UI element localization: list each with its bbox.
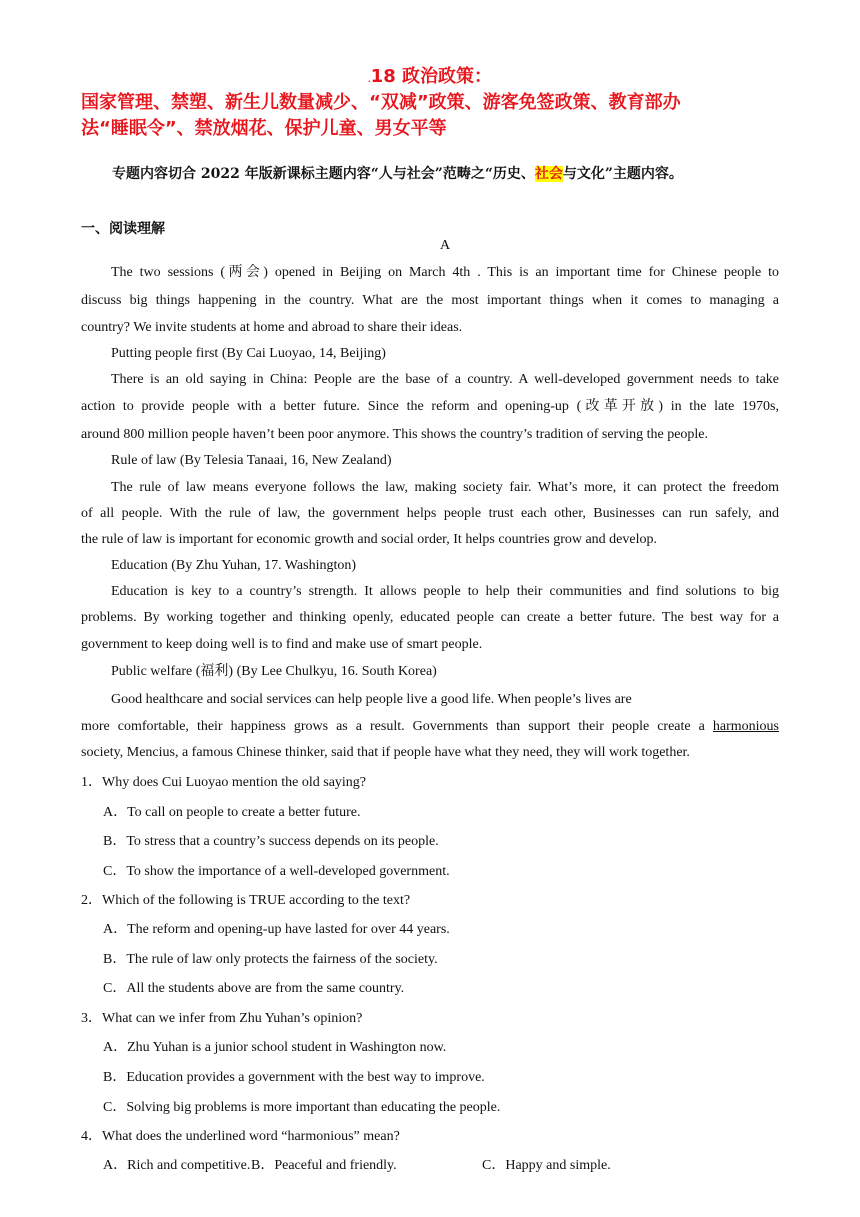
section-title: 一、阅读理解 <box>81 221 165 237</box>
passage-heading: Putting people first (By Cai Luoyao, 14, Beijing) <box>111 346 386 361</box>
passage-line <box>81 718 779 736</box>
answer-option[interactable]: A．The reform and opening-up have lasted for over 44 years. <box>103 922 450 937</box>
passage-heading: Education (By Zhu Yuhan, 17. Washington) <box>111 558 357 573</box>
title-prefix: . <box>368 76 371 84</box>
question-stem: 1．Why does Cui Luoyao mention the old saying? <box>81 775 367 790</box>
passage-line: society, Mencius, a famous Chinese thinker, said that if people have what they need, they will work together. <box>81 745 690 760</box>
answer-option[interactable]: B．Education provides a government with the best way to improve. <box>103 1070 485 1085</box>
answer-option[interactable]: A．Rich and competitive. <box>103 1158 251 1173</box>
passage-line: government to keep doing well is to find and make use of smart people. <box>81 637 483 652</box>
answer-option[interactable]: B．Peaceful and friendly. <box>251 1158 397 1173</box>
question-stem: 4．What does the underlined word “harmonious” mean? <box>81 1129 400 1144</box>
passage-line: problems. By working together and thinking openly, educated people can create a better future. The best way for a <box>81 610 779 625</box>
answer-option[interactable]: C．Solving big problems is more important than educating the people. <box>103 1100 501 1115</box>
underlined-word: harmonious <box>712 719 779 734</box>
passage-line: The rule of law means everyone follows the law, making society fair. What’s more, it can protect the freedom <box>111 480 779 495</box>
intro-highlight: 社会 <box>534 166 563 182</box>
question-stem: 3．What can we infer from Zhu Yuhan’s opinion? <box>81 1011 363 1026</box>
passage-letter: A <box>439 238 451 253</box>
passage-line: country? We invite students at home and abroad to share their ideas. <box>81 320 463 335</box>
intro-text-after: 与文化”主题内容。 <box>562 166 683 182</box>
passage-line: the rule of law is important for economic growth and social order, It helps countries grow and develop. <box>81 532 657 547</box>
answer-option[interactable]: A．To call on people to create a better future. <box>103 805 361 820</box>
answer-option[interactable]: B．To stress that a country’s success depends on its people. <box>103 834 439 849</box>
answer-option[interactable]: C．Happy and simple. <box>482 1158 611 1173</box>
answer-option[interactable]: A．Zhu Yuhan is a junior school student in Washington now. <box>103 1040 447 1055</box>
passage-heading: Rule of law (By Telesia Tanaai, 16, New Zealand) <box>111 453 392 468</box>
passage-line: Good healthcare and social services can help people live a good life. When people’s lives are <box>111 692 632 707</box>
answer-option[interactable]: B．The rule of law only protects the fairness of the society. <box>103 952 438 967</box>
passage-line: action to provide people with a better future. Since the reform and opening-up (改革开放) in the late 1970s, <box>81 399 779 414</box>
passage-line: around 800 million people haven’t been poor anymore. This shows the country’s tradition of serving the people. <box>81 427 709 442</box>
answer-option[interactable]: C．All the students above are from the same country. <box>103 981 405 996</box>
passage-line: There is an old saying in China: People are the base of a country. A well-developed government needs to take <box>111 372 779 387</box>
passage-heading: Public welfare (福利) (By Lee Chulkyu, 16. South Korea) <box>111 664 437 679</box>
title-topics-line-2: 法“睡眠令”、禁放烟花、保护儿童、男女平等 <box>81 118 447 139</box>
topic-intro <box>112 163 683 183</box>
passage-line: Education is key to a country’s strength. It allows people to help their communities and find solutions to big <box>111 584 779 599</box>
title-main: 18 政治政策： <box>370 66 492 87</box>
answer-option[interactable]: C．To show the importance of a well-developed government. <box>103 864 450 879</box>
passage-line-text: more comfortable, their happiness grows as a result. Governments than support their people create a <box>81 719 705 734</box>
passage-line: of all people. With the rule of law, the government helps people trust each other, Businesses can run safely, and <box>81 506 779 521</box>
title-topics-line-1: 国家管理、禁塑、新生儿数量减少、“双减”政策、游客免签政策、教育部办 <box>81 92 681 113</box>
passage-line: discuss big things happening in the country. What are the most important things when it comes to managing a <box>81 293 779 308</box>
question-stem: 2．Which of the following is TRUE according to the text? <box>81 893 411 908</box>
passage-line: The two sessions (两会) opened in Beijing on March 4th . This is an important time for Chinese people to <box>111 265 779 280</box>
worksheet-title <box>0 62 860 88</box>
intro-text-before: 专题内容切合 2022 年版新课标主题内容“人与社会”范畴之“历史、 <box>112 166 535 182</box>
